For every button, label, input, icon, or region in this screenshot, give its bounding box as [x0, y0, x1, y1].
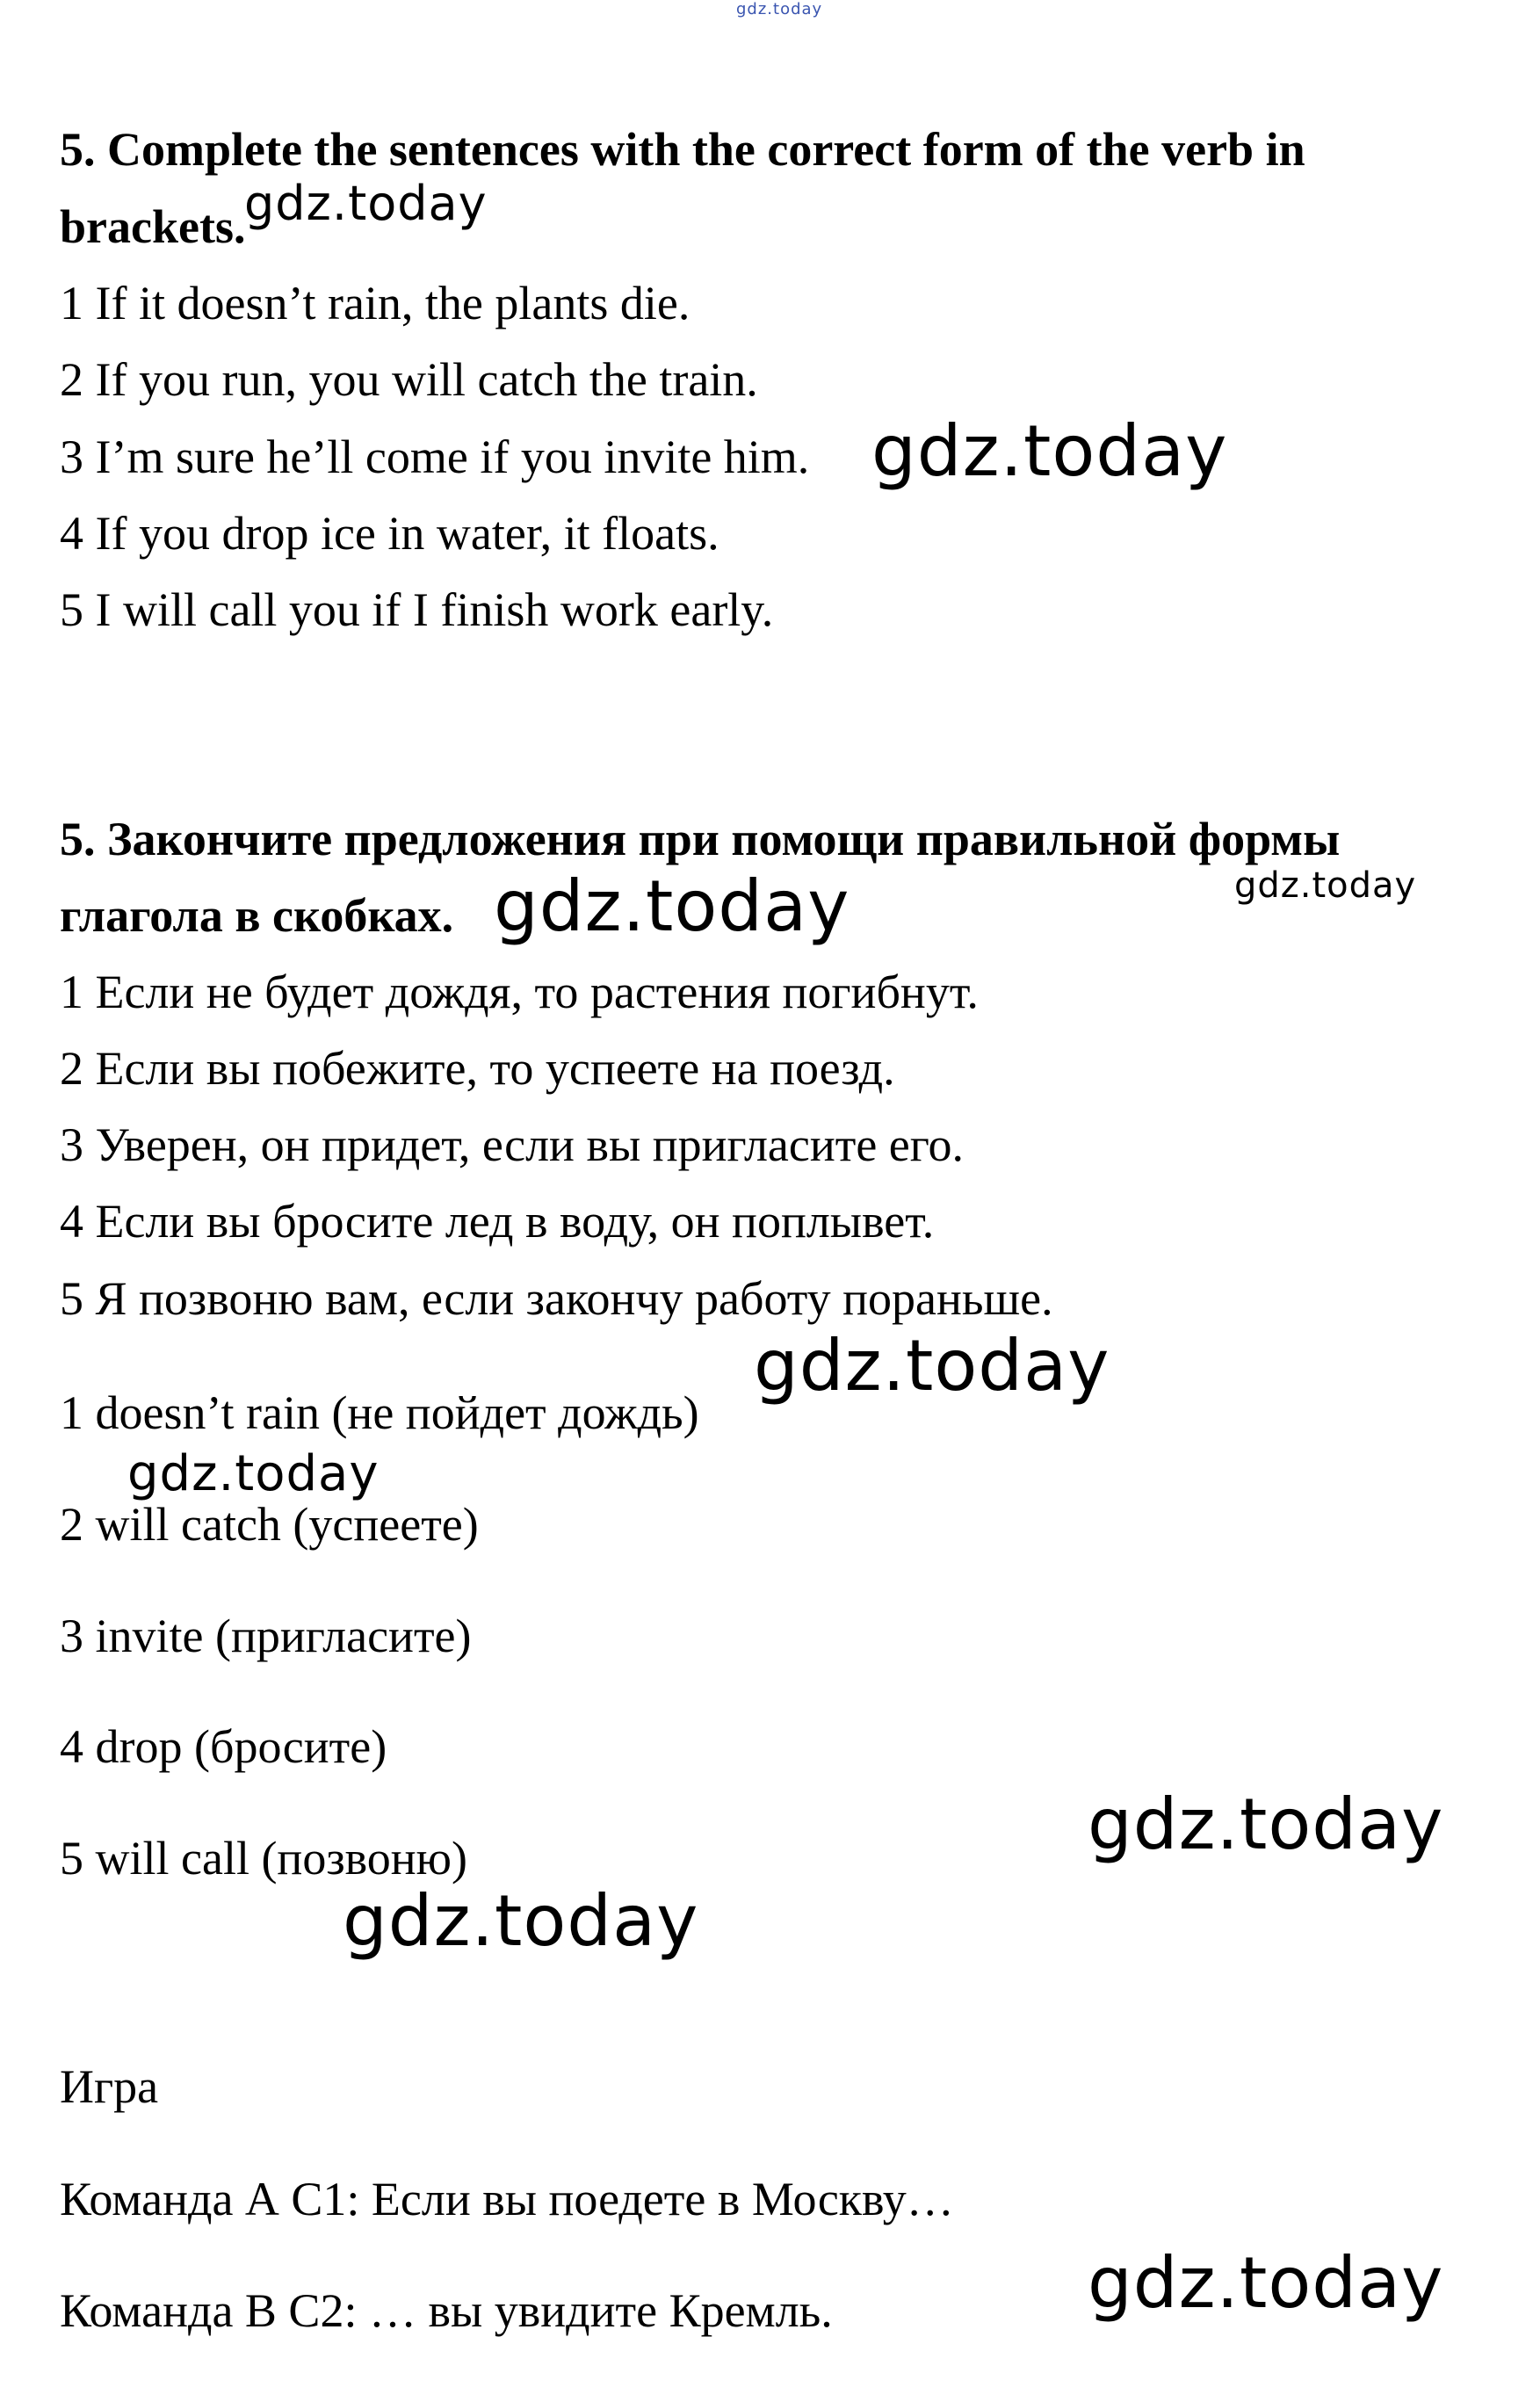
- watermark-6: gdz.today: [127, 1445, 380, 1502]
- english-sentence-1: 1 If it doesn’t rain, the plants die.: [60, 277, 690, 329]
- answer-1: 1 doesn’t rain (не пойдет дождь): [60, 1386, 699, 1439]
- answer-3: 3 invite (пригласите): [60, 1610, 472, 1662]
- russian-sentence-5: 5 Я позвоню вам, если закончу работу пораньше.: [60, 1272, 1053, 1325]
- russian-sentence-3: 3 Уверен, он придет, если вы пригласите его.: [60, 1118, 965, 1171]
- watermark-5: gdz.today: [754, 1325, 1110, 1407]
- answer-4: 4 drop (бросите): [60, 1720, 387, 1773]
- english-heading-line2: brackets.: [60, 200, 246, 253]
- watermark-8: gdz.today: [343, 1880, 699, 1962]
- english-sentence-3: 3 I’m sure he’ll come if you invite him.: [60, 430, 810, 483]
- russian-sentence-4: 4 Если вы бросите лед в воду, он поплывет.: [60, 1195, 935, 1248]
- russian-heading-line2: глагола в скобках.: [60, 889, 454, 942]
- watermark-9: gdz.today: [1088, 2242, 1444, 2324]
- watermark-4: gdz.today: [1234, 865, 1417, 906]
- russian-sentence-2: 2 Если вы побежите, то успеете на поезд.: [60, 1042, 895, 1095]
- english-heading-line1: 5. Complete the sentences with the correct form of the verb in: [60, 123, 1305, 176]
- watermark-top: gdz.today: [736, 0, 823, 18]
- english-sentence-2: 2 If you run, you will catch the train.: [60, 353, 758, 406]
- game-line-2: Команда В С2: … вы увидите Кремль.: [60, 2284, 833, 2337]
- watermark-2: gdz.today: [871, 410, 1228, 492]
- watermark-1: gdz.today: [244, 176, 488, 231]
- game-title: Игра: [60, 2060, 159, 2113]
- english-sentence-4: 4 If you drop ice in water, it floats.: [60, 507, 719, 560]
- answer-5: 5 will call (позвоню): [60, 1832, 468, 1885]
- english-sentence-5: 5 I will call you if I finish work early.: [60, 583, 774, 636]
- watermark-7: gdz.today: [1088, 1783, 1444, 1865]
- russian-heading-line1: 5. Закончите предложения при помощи правильной формы: [60, 813, 1341, 865]
- answer-2: 2 will catch (успеете): [60, 1498, 479, 1551]
- game-line-1: Команда А С1: Если вы поедете в Москву…: [60, 2173, 954, 2225]
- russian-sentence-1: 1 Если не будет дождя, то растения погибнут.: [60, 966, 979, 1018]
- watermark-3: gdz.today: [494, 865, 850, 947]
